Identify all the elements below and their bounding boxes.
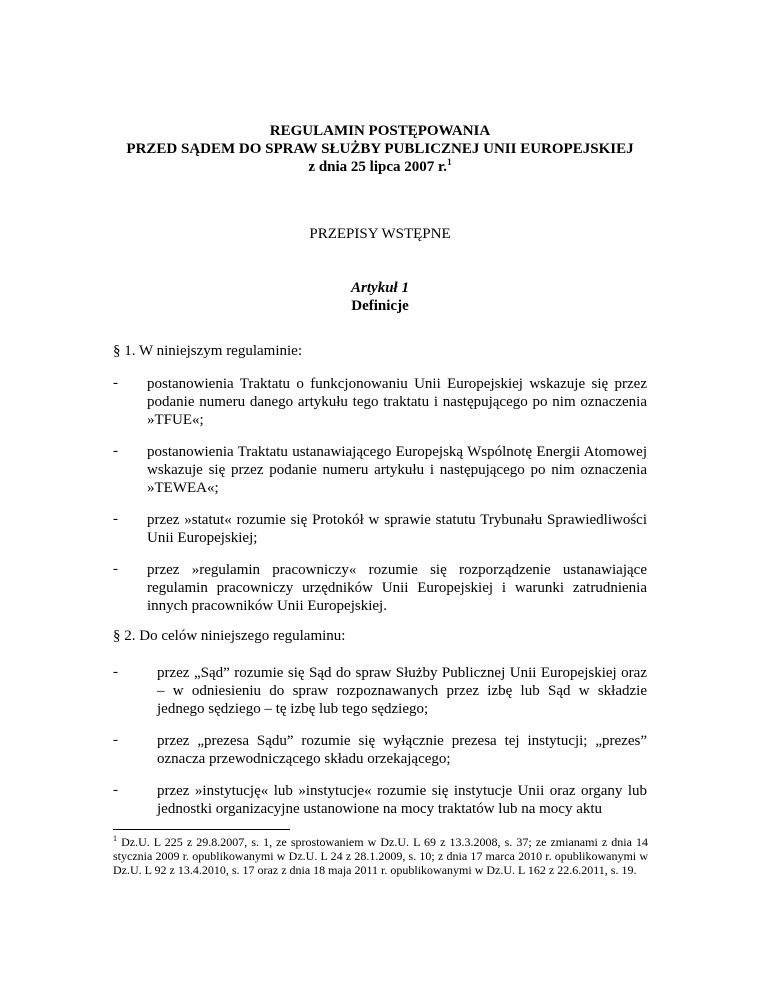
section-2-intro: § 2. Do celów niniejszego regulaminu: bbox=[113, 628, 346, 644]
list-item: przez »regulamin pracowniczy« rozumie się rozporządzenie ustanawiające regulamin pracowniczy urzędników Unii Europejskiej i warunki zatrudnienia innych pracowników Unii Europejskiej. bbox=[147, 562, 647, 614]
footnote-reference: 1 bbox=[447, 157, 452, 167]
section-1-intro: § 1. W niniejszym regulaminie: bbox=[113, 343, 302, 359]
footnote-text: Dz.U. L 225 z 29.8.2007, s. 1, ze sprostowaniem w Dz.U. L 69 z 13.3.2008, s. 37; ze zmianami z dnia 14 stycznia 2009 r. opublikowanymi w Dz.U. L 24 z 28.1.2009, s. 10; z dnia 17 marca 2010 r. opublikowanymi w Dz.U. L 92 z 13.4.2010, s. 17 oraz z dnia 18 maja 2011 r. opublikowanymi w Dz.U. L 162 z 22.6.2011, s. 19. bbox=[113, 835, 648, 877]
list-dash: - bbox=[113, 443, 118, 459]
footnote bbox=[113, 835, 648, 877]
document-title-line-1: REGULAMIN POSTĘPOWANIA bbox=[269, 123, 491, 139]
footnote-number: 1 bbox=[113, 834, 117, 843]
list-item: postanowienia Traktatu o funkcjonowaniu Unii Europejskiej wskazuje się przez podanie numeru danego artykułu tego traktatu i następującego po nim oznaczenia »TFUE«; bbox=[147, 376, 647, 428]
footnote-separator bbox=[113, 829, 290, 830]
list-item: przez „prezesa Sądu” rozumie się wyłącznie prezesa tej instytucji; „prezes” oznacza przewodniczącego składu orzekającego; bbox=[157, 733, 647, 767]
article-number: Artykuł 1 bbox=[351, 280, 409, 296]
list-item: przez »instytucję« lub »instytucje« rozumie się instytucje Unii oraz organy lub jednostki organizacyjne ustanowione na mocy traktatów lub na mocy aktu bbox=[157, 783, 647, 817]
article-title: Definicje bbox=[351, 298, 409, 314]
list-dash: - bbox=[113, 511, 118, 527]
list-item: przez »statut« rozumie się Protokół w sprawie statutu Trybunału Sprawiedliwości Unii Europejskiej; bbox=[147, 512, 647, 546]
list-dash: - bbox=[113, 375, 118, 391]
list-dash: - bbox=[113, 732, 118, 748]
list-dash: - bbox=[113, 561, 118, 577]
part-title: PRZEPISY WSTĘPNE bbox=[309, 226, 451, 242]
list-dash: - bbox=[113, 664, 118, 680]
list-item: przez „Sąd” rozumie się Sąd do spraw Służby Publicznej Unii Europejskiej oraz – w odniesieniu do spraw rozpoznawanych przez izbę lub Sąd w składzie jednego sędziego – tę izbę lub tego sędziego; bbox=[157, 665, 647, 717]
list-dash: - bbox=[113, 782, 118, 798]
document-date-text: z dnia 25 lipca 2007 r. bbox=[308, 159, 448, 175]
document-title-line-2: PRZED SĄDEM DO SPRAW SŁUŻBY PUBLICZNEJ UNII EUROPEJSKIEJ bbox=[126, 141, 634, 157]
list-item: postanowienia Traktatu ustanawiającego Europejską Wspólnotę Energii Atomowej wskazuje się przez podanie numeru artykułu i następującego po nim oznaczenia »TEWEA«; bbox=[147, 444, 647, 496]
document-date bbox=[0, 158, 760, 176]
